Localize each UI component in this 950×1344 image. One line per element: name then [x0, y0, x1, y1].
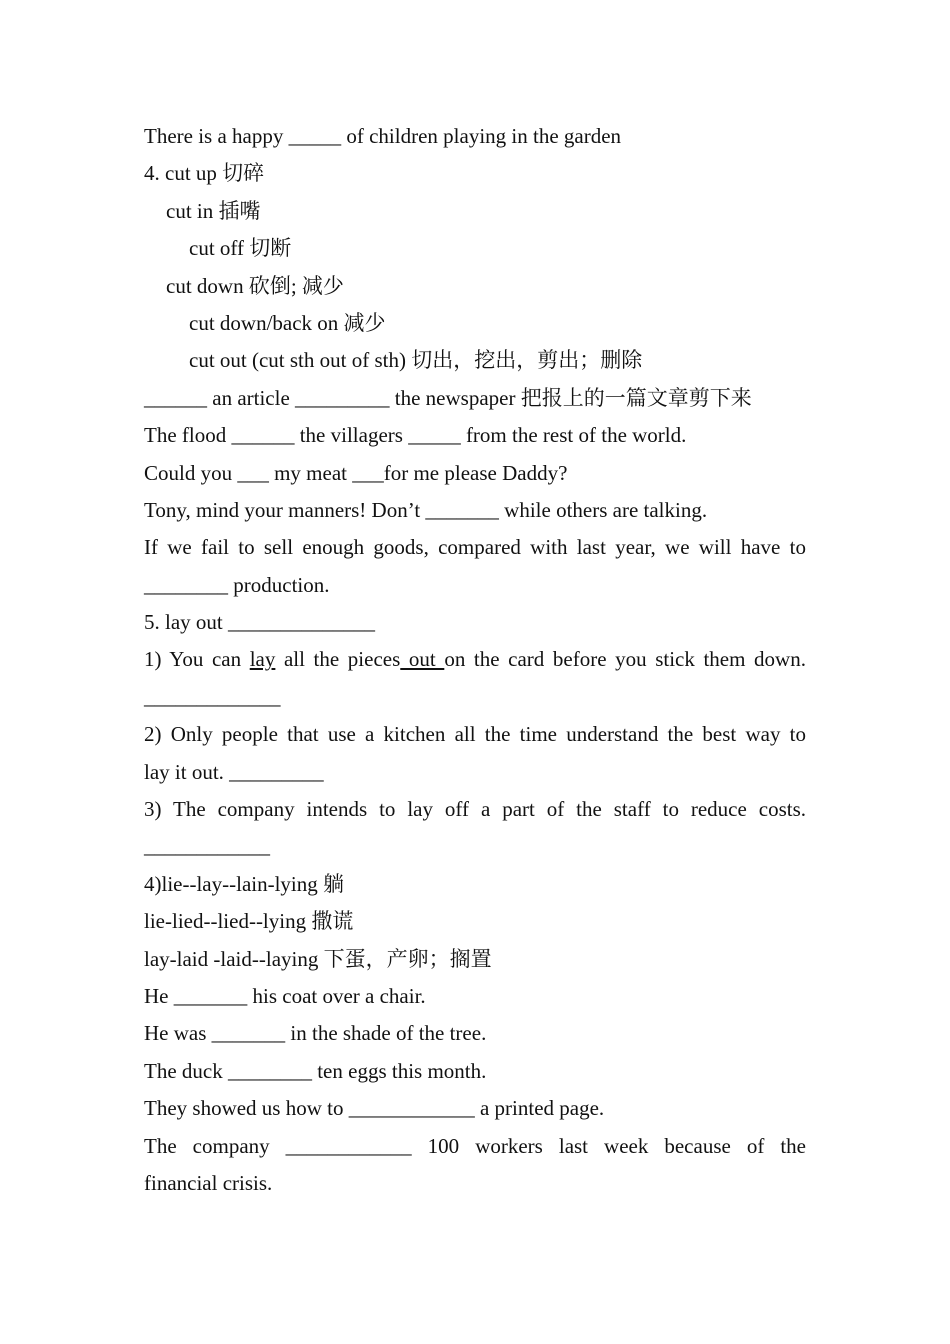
exercise-line: The flood ______ the villagers _____ from the rest of the world. — [144, 423, 687, 448]
exercise-line: Could you ___ my meat ___for me please Daddy? — [144, 460, 568, 485]
text-span: 1) You can — [144, 647, 250, 672]
phrase-line: cut down 砍倒; 减少 — [166, 273, 344, 298]
verb-forms-line: lie-lied--lied--lying 撒谎 — [144, 909, 354, 934]
exercise-line: He was _______ in the shade of the tree. — [144, 1021, 487, 1046]
text-span: all the pieces — [275, 647, 401, 672]
phrase-line: cut down/back on 减少 — [189, 310, 386, 335]
example-sentence: lay it out. _________ — [144, 759, 324, 784]
answer-blank: ____________ — [144, 834, 270, 859]
phrase-line: cut out (cut sth out of sth) 切出，挖出，剪出；删除 — [189, 348, 643, 373]
item-heading-cut: 4. cut up 切碎 — [144, 161, 265, 186]
exercise-line: financial crisis. — [144, 1170, 273, 1195]
document-page — [144, 118, 806, 1202]
exercise-line: If we fail to sell enough goods, compared with last year, we will have to — [144, 535, 806, 560]
verb-forms-line: 4)lie--lay--lain-lying 躺 — [144, 871, 345, 896]
text-line: There is a happy _____ of children playing in the garden — [144, 124, 622, 148]
exercise-line: ________ production. — [144, 572, 330, 597]
verb-forms-line: lay-laid -laid--laying 下蛋，产卵；搁置 — [144, 946, 492, 971]
text-span: on the card before you stick them down. — [444, 647, 806, 672]
underlined-word: out — [400, 647, 445, 672]
example-sentence: 2) Only people that use a kitchen all the time understand the best way to — [144, 722, 806, 747]
phrase-line: cut in 插嘴 — [166, 198, 261, 223]
exercise-line: He _______ his coat over a chair. — [144, 983, 426, 1008]
item-heading-lay-out: 5. lay out ______________ — [144, 610, 375, 635]
underlined-word: lay — [249, 647, 276, 672]
phrase-line: cut off 切断 — [189, 236, 292, 261]
exercise-line: Tony, mind your manners! Don’t _______ while others are talking. — [144, 497, 708, 522]
answer-blank: _____________ — [144, 684, 281, 709]
exercise-line: ______ an article _________ the newspaper 把报上的一篇文章剪下来 — [144, 385, 752, 410]
exercise-line: They showed us how to ____________ a printed page. — [144, 1096, 605, 1121]
example-sentence — [144, 641, 806, 678]
exercise-line: The company ____________ 100 workers last week because of the — [144, 1133, 806, 1158]
exercise-line: The duck ________ ten eggs this month. — [144, 1058, 487, 1083]
example-sentence: 3) The company intends to lay off a part of the staff to reduce costs. — [144, 797, 806, 822]
